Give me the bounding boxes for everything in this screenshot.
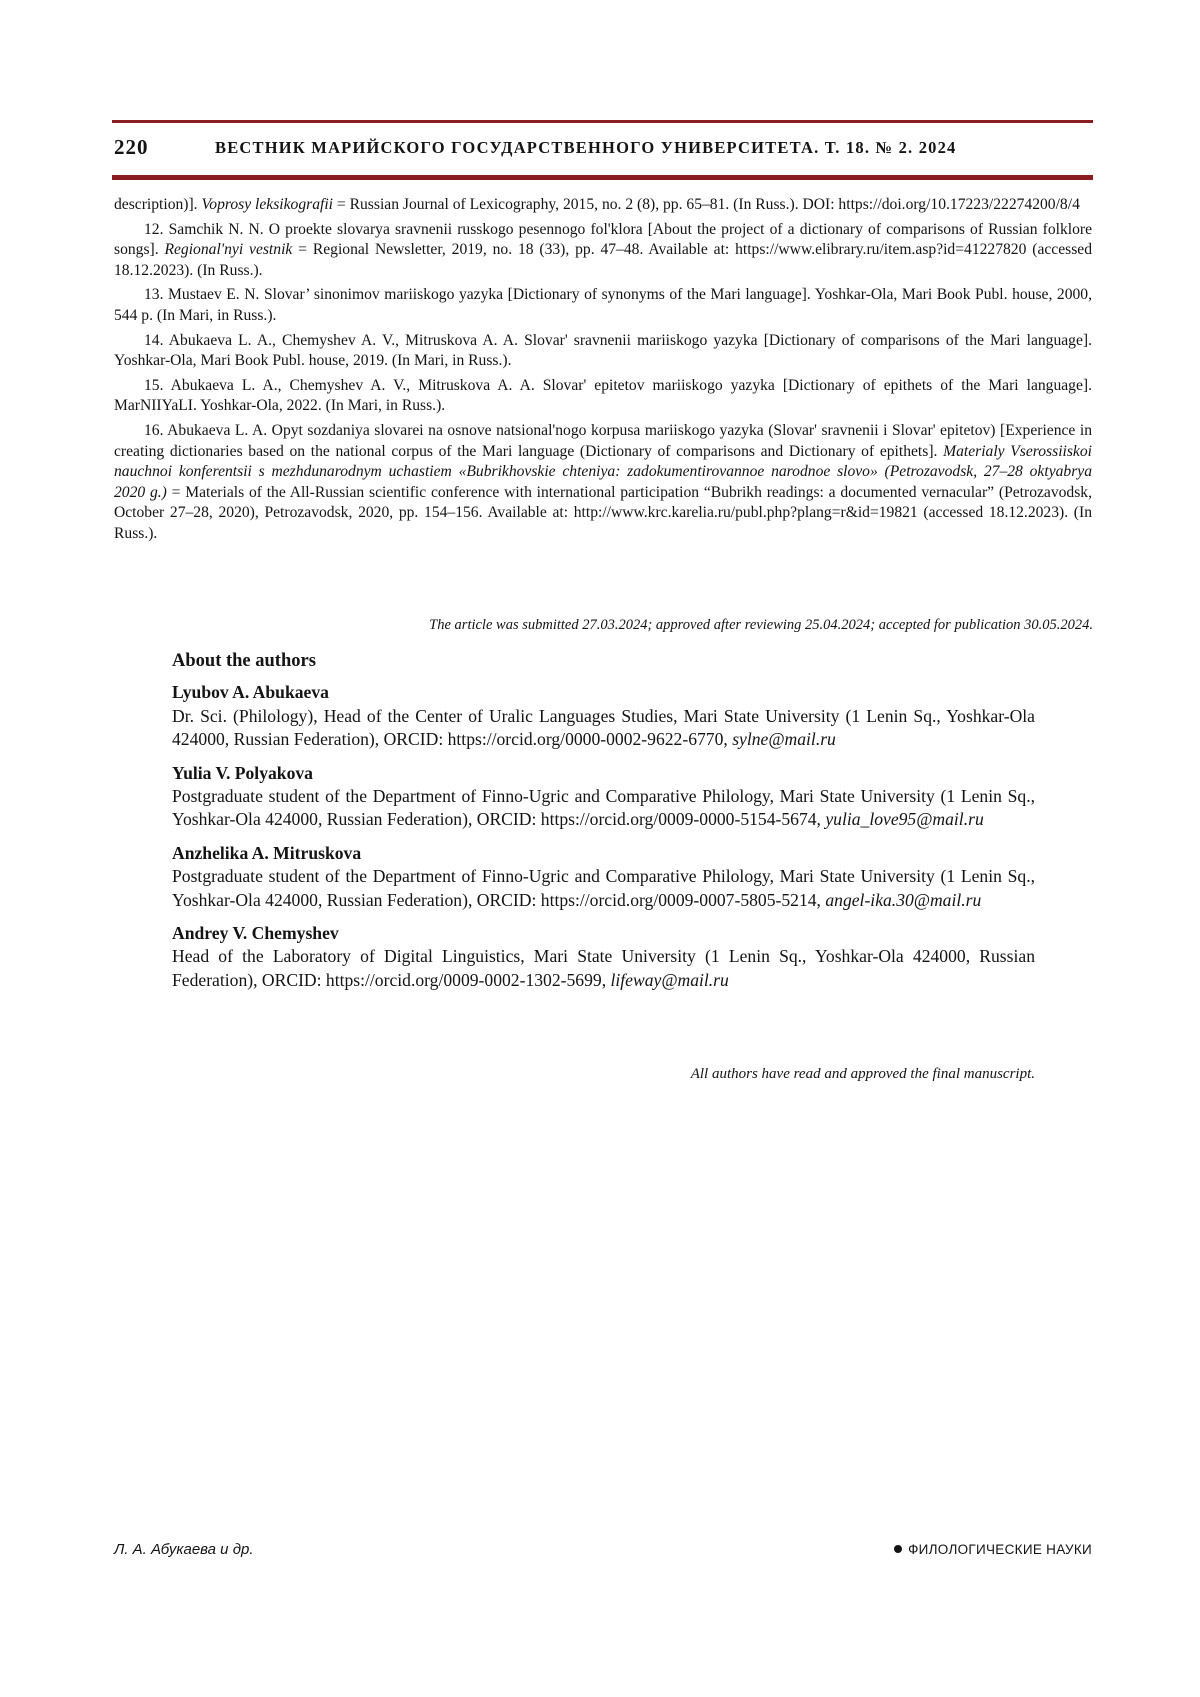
reference-item-14: 14. Abukaeva L. A., Chemyshev A. V., Mitruskova A. A. Slovar' sravnenii mariiskogo yazyka [Dictionary of comparisons of the Mari language]. Yoshkar-Ola, Mari Book Publ. house, 2019. (In Mari, in Russ.). (114, 331, 1092, 370)
submission-dates-note: The article was submitted 27.03.2024; approved after reviewing 25.04.2024; accepted for publication 30.05.2024. (429, 617, 1093, 633)
reference-text: = Materials of the All-Russian scientific conference with international participation “Bubrikh readings: a documented vernacular” (Petrozavodsk, October 27–28, 2020), Petrozavodsk, 2020, pp. 154–156. Available at: http://www.krc.karelia.ru/publ.php?plang=r&id=19821 (accessed 18.12.2023). (In Russ.). (114, 483, 1092, 542)
author-name: Andrey V. Chemyshev (172, 923, 339, 944)
reference-list (114, 195, 1092, 549)
reference-journal-italic: Materialy Vserossiiskoi nauchnoi konferentsii s mezhdunarodnym uchastiem «Bubrikhovskie chteniya: zadokumentirovannoe narodnoe slovo» (Petrozavodsk, 27–28 oktyabrya 2020 g.) (114, 442, 1092, 501)
footer-authors: Л. А. Абукаева и др. (114, 1541, 254, 1558)
reference-item-15: 15. Abukaeva L. A., Chemyshev A. V., Mitruskova A. A. Slovar' epitetov mariiskogo yazyka [Dictionary of epithets of the Mari language]. MarNIIYaLI. Yoshkar-Ola, 2022. (In Mari, in Russ.). (114, 376, 1092, 415)
author-entry (172, 842, 1035, 912)
reference-journal-italic: Voprosy leksikografii (201, 196, 334, 213)
author-bio (172, 705, 1035, 752)
reference-text: 16. Abukaeva L. A. Opyt sozdaniya slovarei na osnove natsional'nogo korpusa mariiskogo yazyka (Slovar' sravnenii i Slovar' epitetov) [Experience in creating dictionaries based on the national corpus of the Mari language (Dictionary of comparisons and Dictionary of epithets]. (114, 421, 1092, 460)
author-entry (172, 762, 1035, 832)
journal-title: ВЕСТНИК МАРИЙСКОГО ГОСУДАРСТВЕННОГО УНИВЕРСИТЕТА. Т. 18. № 2. 2024 (215, 138, 957, 157)
author-bio (172, 785, 1035, 832)
author-email: angel-ika.30@mail.ru (825, 889, 982, 910)
reference-item-13: 13. Mustaev E. N. Slovar’ sinonimov mariiskogo yazyka [Dictionary of synonyms of the Mari language]. Yoshkar-Ola, Mari Book Publ. house, 2000, 544 p. (In Mari, in Russ.). (114, 286, 1092, 324)
reference-journal-italic: Regional'nyi vestnik (164, 241, 293, 259)
author-bio (172, 865, 1035, 912)
reference-item-12 (114, 220, 1092, 282)
author-bio-text: Head of the Laboratory of Digital Linguistics, Mari State University (1 Lenin Sq., Yoshkar-Ola 424000, Russian Federation), ORCID: https://orcid.org/0009-0002-1302-5699, (172, 946, 1035, 990)
author-email: sylne@mail.ru (732, 729, 836, 750)
reference-text: = Regional Newsletter, 2019, no. 18 (33), pp. 47–48. Available at: https://www.elibrary.ru/item.asp?id=41227820 (accessed 18.12.2023). (In Russ.). (114, 241, 1092, 279)
author-name: Yulia V. Polyakova (172, 762, 313, 783)
about-authors-heading: About the authors (172, 651, 316, 671)
reference-continuation (114, 195, 1092, 216)
footer-section (894, 1542, 1092, 1557)
author-name: Lyubov A. Abukaeva (172, 682, 329, 703)
author-bio-text: Postgraduate student of the Department of Finno-Ugric and Comparative Philology, Mari State University (1 Lenin Sq., Yoshkar-Ola 424000, Russian Federation), ORCID: https://orcid.org/0009-0007-5805-5214, (172, 866, 1035, 910)
author-bio (172, 945, 1035, 992)
page-number: 220 (114, 135, 149, 159)
author-name: Anzhelika A. Mitruskova (172, 842, 362, 863)
author-email: yulia_love95@mail.ru (825, 809, 984, 830)
manuscript-approval-note: All authors have read and approved the final manuscript. (690, 1066, 1035, 1082)
author-bio-text: Dr. Sci. (Philology), Head of the Center of Uralic Languages Studies, Mari State University (1 Lenin Sq., Yoshkar-Ola 424000, Russian Federation), ORCID: https://orcid.org/0000-0002-9622-6770, (172, 705, 1035, 750)
author-bio-text: Postgraduate student of the Department of Finno-Ugric and Comparative Philology, Mari State University (1 Lenin Sq., Yoshkar-Ola 424000, Russian Federation), ORCID: https://orcid.org/0009-0000-5154-5674, (172, 786, 1035, 830)
author-entry (172, 681, 1035, 751)
footer-section-label: ФИЛОЛОГИЧЕСКИЕ НАУКИ (908, 1542, 1092, 1557)
header-row (112, 123, 1093, 175)
bullet-icon (894, 1545, 902, 1553)
author-entry (172, 922, 1035, 992)
reference-text: description)]. (114, 196, 202, 213)
reference-item-16 (114, 421, 1092, 545)
reference-text: = Russian Journal of Lexicography, 2015, no. 2 (8), pp. 65–81. (In Russ.). DOI: https://doi.org/10.17223/22274200/8/4 (333, 196, 1080, 213)
running-header (112, 120, 1093, 180)
reference-text: 12. Samchik N. N. O proekte slovarya sravnenii russkogo pesennogo fol'klora [About the project of a dictionary of comparisons of Russian folklore songs]. (114, 220, 1092, 259)
about-authors-section (172, 650, 1035, 1002)
author-email: lifeway@mail.ru (610, 969, 729, 990)
header-bottom-rule (112, 175, 1093, 180)
